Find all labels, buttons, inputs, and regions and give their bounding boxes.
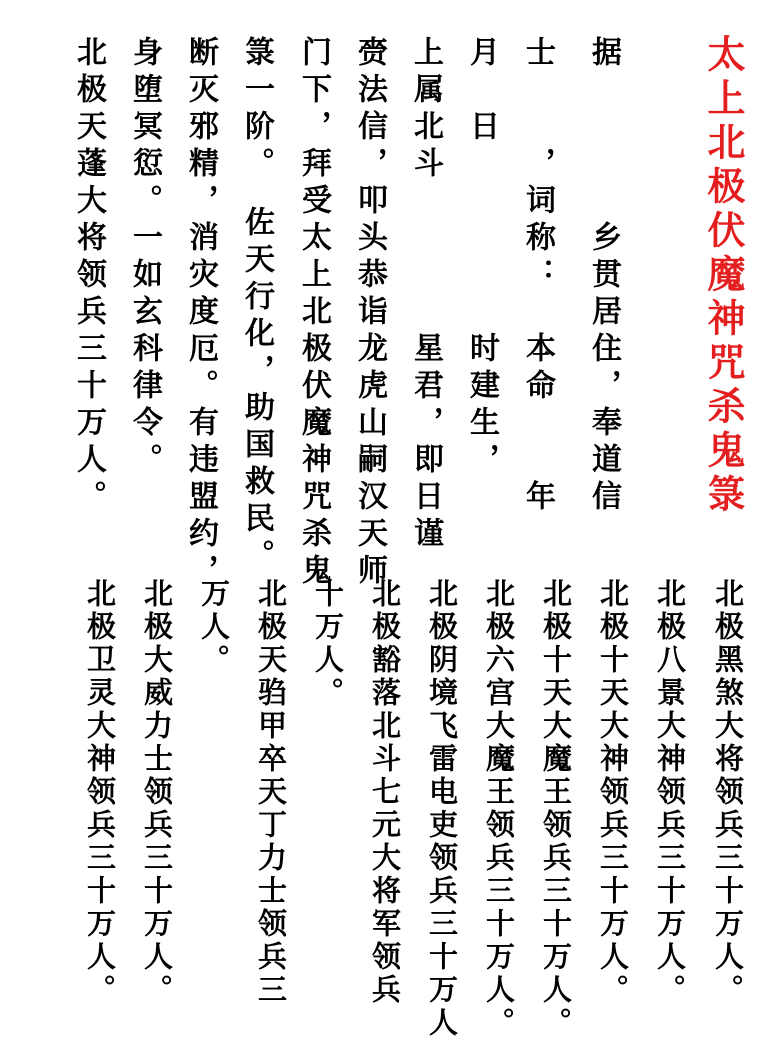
document-title: 太上北极伏魔神咒杀鬼箓 [701, 34, 746, 518]
list-item: 北极天驺甲卒天丁力士领兵三 [254, 578, 288, 1007]
list-item: 北极十天大神领兵三十万人。 [596, 578, 630, 1007]
body-column: 断灭邪精，消灾度厄。有违盟约， [183, 36, 218, 591]
list-item: 万人。 [197, 578, 231, 677]
body-column: 上属北斗 星君，即日谨 [408, 36, 443, 554]
body-column: 北极天蓬大将领兵三十万人。 [71, 36, 106, 517]
list-item: 北极卫灵大神领兵三十万人。 [83, 578, 117, 1007]
list-item: 北极豁落北斗七元大将军领兵 [368, 578, 402, 1007]
list-item: 北极八景大神领兵三十万人。 [653, 578, 687, 1007]
body-column: 月 日 时建生， [464, 36, 499, 480]
body-column: 士 ，词称： 本命 年 [520, 36, 555, 517]
body-column: 箓一阶。 佐天行化，助国救民。 [239, 36, 274, 576]
body-column: 赍法信，叩头恭诣龙虎山嗣汉天师 [352, 36, 387, 591]
list-item: 北极大威力士领兵三十万人。 [140, 578, 174, 1007]
body-column: 身堕冥愆。一如玄科律令。 [127, 36, 162, 480]
body-column: 门下，拜受太上北极伏魔神咒杀鬼 [296, 36, 331, 591]
list-item: 十万人。 [311, 578, 345, 710]
list-item: 北极黑煞大将领兵三十万人。 [711, 578, 745, 1007]
list-item: 北极十天大魔王领兵三十万人。 [539, 578, 573, 1040]
list-item: 北极阴境飞雷电吏领兵三十万人 [425, 578, 459, 1040]
body-column: 据 乡贯居住，奉道信 [586, 36, 621, 517]
list-item: 北极六宫大魔王领兵三十万人。 [482, 578, 516, 1040]
